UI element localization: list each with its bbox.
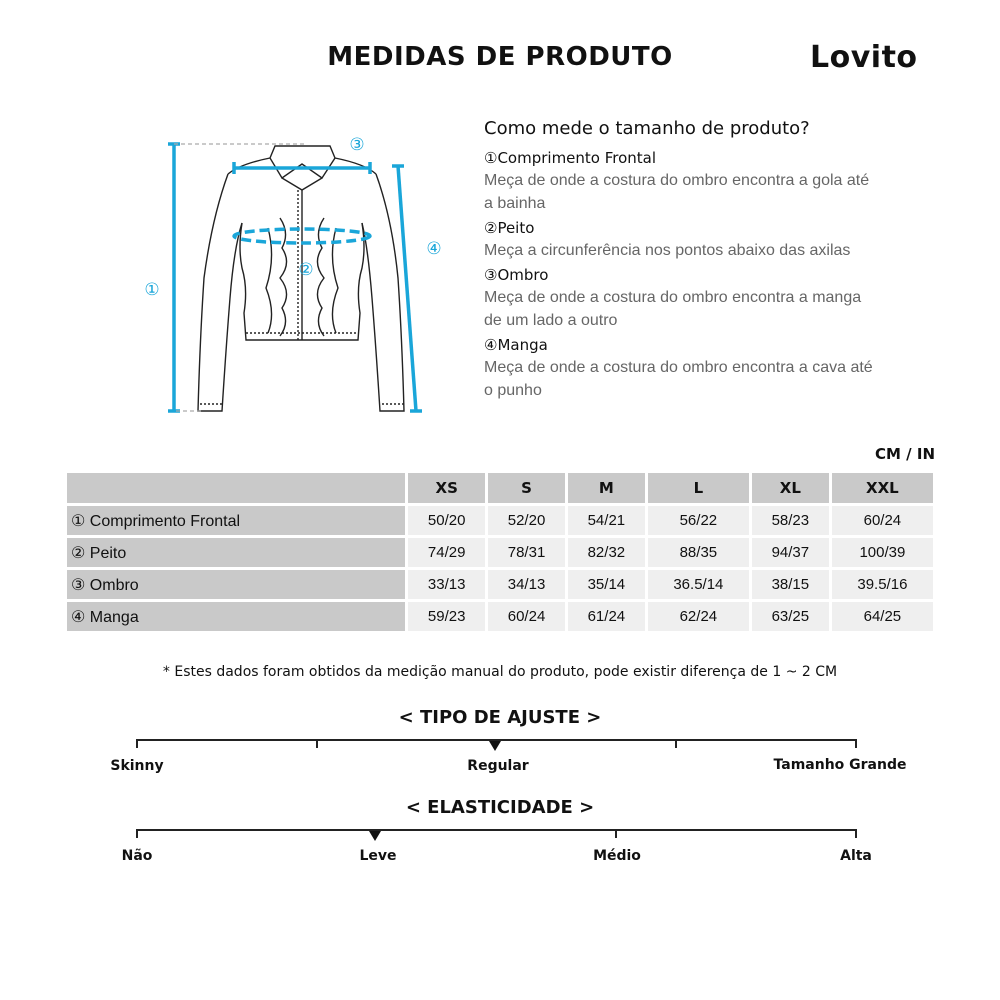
table-cell: 59/23	[408, 602, 485, 631]
how-to-measure-section	[484, 118, 904, 404]
elasticity-label-nao: Não	[121, 848, 153, 864]
measure-item	[484, 217, 904, 262]
measure-item	[484, 147, 904, 215]
measure-term: ③Ombro	[484, 266, 549, 284]
table-cell: 94/37	[752, 538, 829, 567]
measure-desc: Meça de onde a costura do ombro encontra a cava até o punho	[484, 359, 873, 399]
table-cell: 34/13	[488, 570, 565, 599]
elasticity-label-leve: Leve	[359, 848, 397, 864]
elasticity-scale-tick	[615, 829, 617, 838]
table-cell: 63/25	[752, 602, 829, 631]
table-corner-cell	[67, 473, 405, 503]
marker-shoulder: ③	[349, 135, 365, 155]
measure-desc: Meça a circunferência nos pontos abaixo das axilas	[484, 242, 851, 259]
fit-scale-marker	[489, 741, 501, 751]
unit-label: CM / IN	[875, 445, 935, 463]
fit-label-tamanho-grande: Tamanho Grande	[773, 757, 907, 773]
marker-front-length: ①	[144, 280, 160, 300]
table-cell: 58/23	[752, 506, 829, 535]
size-header-cell: S	[488, 473, 565, 503]
size-header-row	[67, 473, 933, 503]
size-header-cell: XXL	[832, 473, 933, 503]
measure-item	[484, 264, 904, 332]
fit-label-regular: Regular	[467, 758, 529, 774]
table-cell: 82/32	[568, 538, 645, 567]
fit-scale-tick	[675, 739, 677, 748]
elasticity-scale-tick	[855, 829, 857, 838]
table-cell: 62/24	[648, 602, 749, 631]
marker-sleeve: ④	[426, 239, 442, 259]
measure-term: ②Peito	[484, 219, 535, 237]
table-cell: 38/15	[752, 570, 829, 599]
measurement-note: * Estes dados foram obtidos da medição manual do produto, pode existir diferença de 1 ~ 2 CM	[162, 664, 838, 680]
row-label: ③ Ombro	[67, 570, 405, 599]
fit-scale-tick	[855, 739, 857, 748]
measure-desc: Meça de onde a costura do ombro encontra a manga de um lado a outro	[484, 289, 862, 329]
measure-term: ④Manga	[484, 336, 548, 354]
measure-item	[484, 334, 904, 402]
row-label: ① Comprimento Frontal	[67, 506, 405, 535]
table-cell: 54/21	[568, 506, 645, 535]
table-cell: 60/24	[488, 602, 565, 631]
fit-label-skinny: Skinny	[110, 758, 164, 774]
table-cell: 100/39	[832, 538, 933, 567]
fit-scale-tick	[316, 739, 318, 748]
garment-measurement-illustration	[130, 128, 460, 423]
table-row	[67, 506, 933, 535]
elasticity-scale-tick	[136, 829, 138, 838]
row-label: ④ Manga	[67, 602, 405, 631]
fit-scale-title: < TIPO DE AJUSTE >	[398, 707, 602, 728]
size-table	[64, 470, 936, 634]
table-cell: 61/24	[568, 602, 645, 631]
table-row	[67, 570, 933, 599]
table-cell: 35/14	[568, 570, 645, 599]
table-row	[67, 602, 933, 631]
size-header-cell: XL	[752, 473, 829, 503]
table-cell: 52/20	[488, 506, 565, 535]
elasticity-label-alta: Alta	[840, 848, 872, 864]
measure-term: ①Comprimento Frontal	[484, 149, 657, 167]
elasticity-scale-marker	[369, 831, 381, 841]
row-label: ② Peito	[67, 538, 405, 567]
table-cell: 33/13	[408, 570, 485, 599]
table-cell: 60/24	[832, 506, 933, 535]
table-cell: 39.5/16	[832, 570, 933, 599]
fit-scale-tick	[136, 739, 138, 748]
table-cell: 50/20	[408, 506, 485, 535]
table-cell: 36.5/14	[648, 570, 749, 599]
elasticity-label-medio: Médio	[593, 848, 641, 864]
table-cell: 88/35	[648, 538, 749, 567]
elasticity-scale-line	[136, 829, 857, 831]
table-cell: 74/29	[408, 538, 485, 567]
elasticity-scale-title: < ELASTICIDADE >	[405, 797, 595, 818]
table-cell: 64/25	[832, 602, 933, 631]
brand-logo: Lovito	[810, 40, 918, 75]
marker-chest: ②	[298, 260, 314, 280]
measure-desc: Meça de onde a costura do ombro encontra a gola até a bainha	[484, 172, 870, 212]
table-cell: 78/31	[488, 538, 565, 567]
size-header-cell: XS	[408, 473, 485, 503]
size-header-cell: M	[568, 473, 645, 503]
table-row	[67, 538, 933, 567]
size-header-cell: L	[648, 473, 749, 503]
page-title: MEDIDAS DE PRODUTO	[327, 42, 673, 72]
table-cell: 56/22	[648, 506, 749, 535]
how-to-measure-heading: Como mede o tamanho de produto?	[484, 118, 810, 139]
